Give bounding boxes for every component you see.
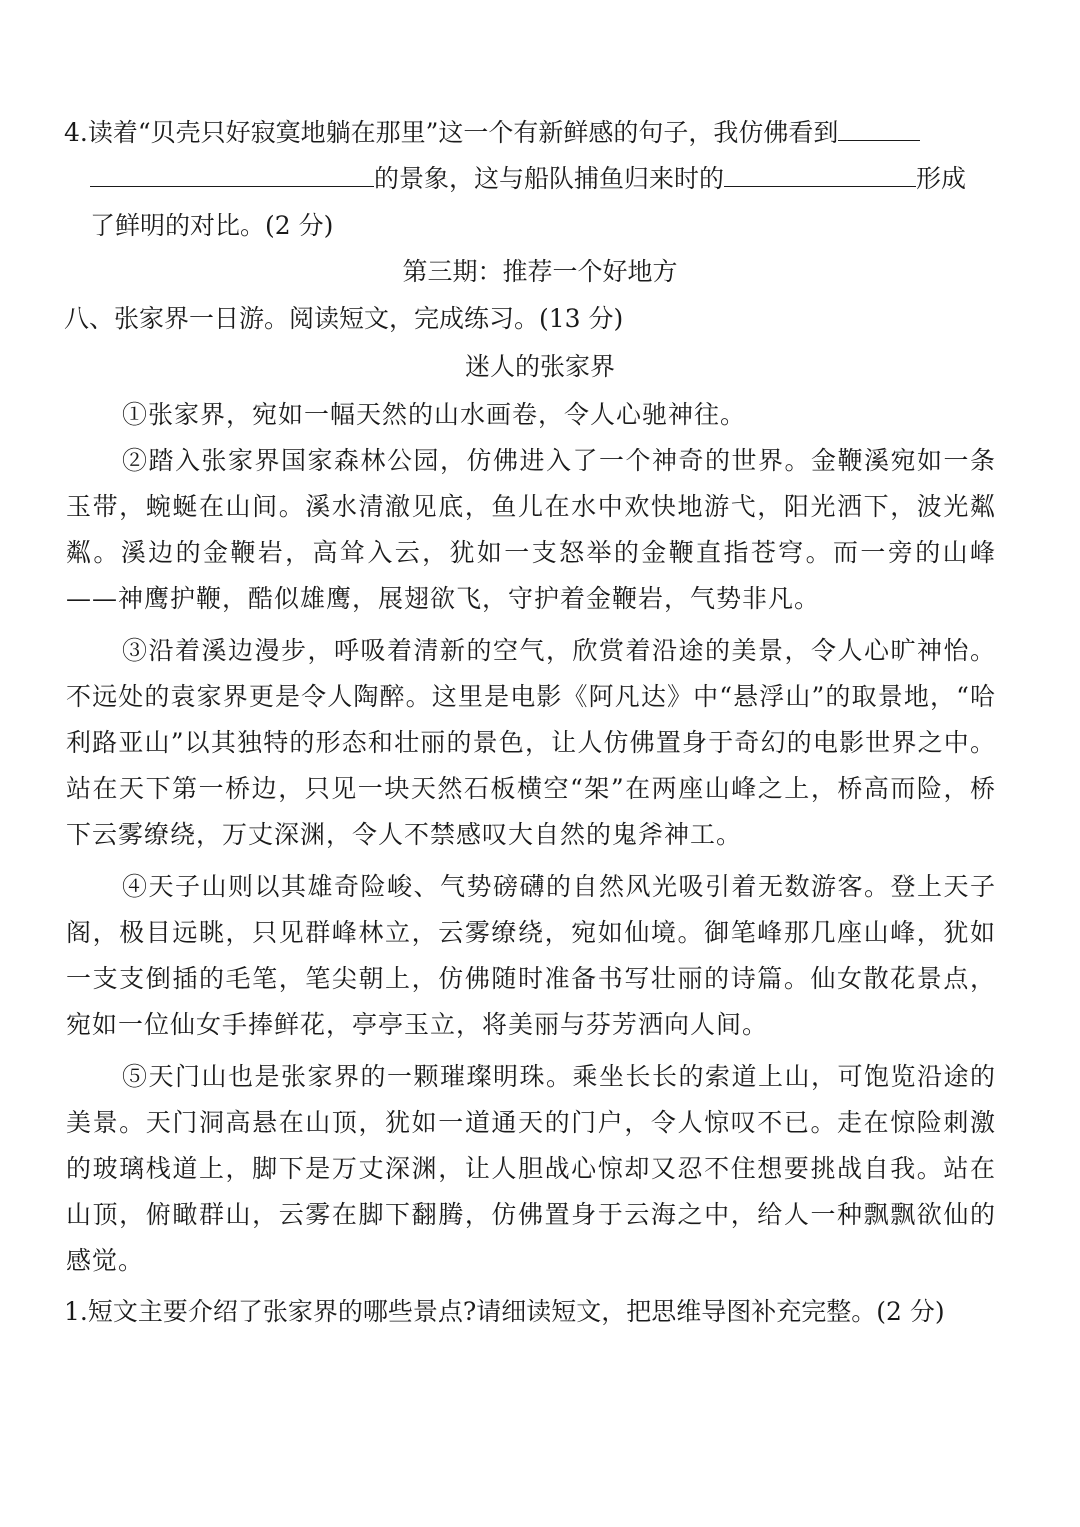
- question1: 1.短文主要介绍了张家界的哪些景点?请细读短文，把思维导图补充完整。(2 分): [64, 1297, 945, 1326]
- paragraph: ⑤天门山也是张家界的一颗璀璨明珠。乘坐长长的索道上山，可饱览沿途的美景。天门洞高悬在山顶，犹如一道通天的门户，令人惊叹不已。走在惊险刺激的玻璃栈道上，脚下是万丈深渊，让人胆战心惊却又忍不住想要挑战自我。站在山顶，俯瞰群山，云雾在脚下翻腾，仿佛置身于云海之中，给人一种飘飘欲仙的感觉。: [66, 1062, 996, 1275]
- question4-line2: [90, 158, 966, 199]
- answer-blank[interactable]: [724, 158, 916, 187]
- section8-heading: 八、张家界一日游。阅读短文，完成练习。(13 分): [64, 304, 624, 333]
- question4-text: 了鲜明的对比。(2 分): [90, 211, 334, 240]
- question4-line1: [64, 112, 920, 153]
- section-title: 第三期：推荐一个好地方: [402, 257, 678, 286]
- question4-text: 形成: [916, 164, 967, 193]
- answer-blank[interactable]: [90, 158, 374, 187]
- question4-text: 4.读着“贝壳只好寂寞地躺在那里”这一个有新鲜感的句子，我仿佛看到: [64, 118, 839, 147]
- paragraph: ③沿着溪边漫步，呼吸着清新的空气，欣赏着沿途的美景，令人心旷神怡。不远处的袁家界更是令人陶醉。这里是电影《阿凡达》中“悬浮山”的取景地，“哈利路亚山”以其独特的形态和壮丽的景色，让人仿佛置身于奇幻的电影世界之中。站在天下第一桥边，只见一块天然石板横空“架”在两座山峰之上，桥高而险，桥下云雾缭绕，万丈深渊，令人不禁感叹大自然的鬼斧神工。: [66, 636, 996, 849]
- question4-text: 的景象，这与船队捕鱼归来时的: [374, 164, 725, 193]
- paragraph: ①张家界，宛如一幅天然的山水画卷，令人心驰神往。: [122, 400, 747, 429]
- article-title: 迷人的张家界: [464, 352, 615, 381]
- paragraph: ④天子山则以其雄奇险峻、气势磅礴的自然风光吸引着无数游客。登上天子阁，极目远眺，只见群峰林立，云雾缭绕，宛如仙境。御笔峰那几座山峰，犹如一支支倒插的毛笔，笔尖朝上，仿佛随时准备书写壮丽的诗篇。仙女散花景点，宛如一位仙女手捧鲜花，亭亭玉立，将美丽与芬芳洒向人间。: [66, 872, 996, 1039]
- answer-blank[interactable]: [838, 112, 920, 141]
- question4-line3: [90, 206, 333, 246]
- paragraph: ②踏入张家界国家森林公园，仿佛进入了一个神奇的世界。金鞭溪宛如一条玉带，蜿蜒在山间。溪水清澈见底，鱼儿在水中欢快地游弋，阳光洒下，波光粼粼。溪边的金鞭岩，高耸入云，犹如一支怒举的金鞭直指苍穹。而一旁的山峰——神鹰护鞭，酷似雄鹰，展翅欲飞，守护着金鞭岩，气势非凡。: [66, 446, 996, 613]
